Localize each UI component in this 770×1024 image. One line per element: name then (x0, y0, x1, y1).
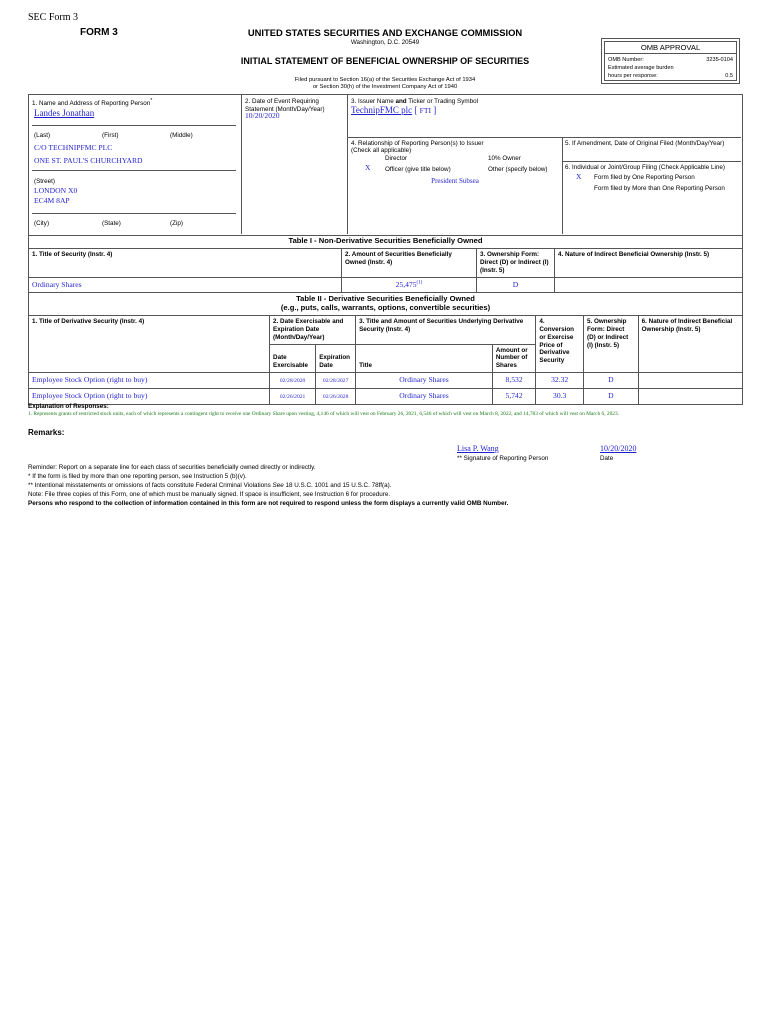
amendment-label: 5. If Amendment, Date of Original Filed (Month/Day/Year) (565, 140, 725, 147)
filed-pursuant-line: Filed pursuant to Section 16(a) of the Securities Exchange Act of 1934 (294, 77, 476, 83)
officer-title: President Subsea (431, 177, 479, 185)
other-label: Other (specify below) (488, 166, 548, 173)
omb-number-value: 3235-0104 (706, 57, 733, 63)
table2-security-title: Employee Stock Option (right to buy) (29, 389, 270, 405)
zip-value: EC4M 8AP (34, 196, 70, 205)
city-value: LONDON X0 (34, 186, 78, 195)
table2-sub-expiration: Expiration Date (316, 344, 356, 373)
table2-expiration-date: 02/26/2028 (316, 389, 356, 405)
table2-expiration-date: 02/28/2027 (316, 373, 356, 389)
table2-title: Table II - Derivative Securities Beneficially Owned (296, 294, 475, 303)
table2-col-underlying: 3. Title and Amount of Securities Underlying Derivative Security (Instr. 4) (356, 316, 536, 345)
note-violations: ** Intentional misstatements or omissions of facts constitute Federal Criminal Violations See 18 U.S.C. 1001 and 15 U.S.C. 78ff(a). (28, 482, 392, 489)
table1-ownership-form: D (477, 277, 555, 292)
signature-name: Lisa P. Wang (457, 444, 499, 453)
table2-underlying-amount: 5,742 (492, 389, 536, 405)
officer-label: Officer (give title below) (385, 166, 451, 173)
omb-approval-box (601, 38, 740, 84)
table2 (28, 315, 743, 405)
filed-by-more-label: Form filed by More than One Reporting Person (594, 185, 725, 192)
street-label: (Street) (34, 178, 55, 185)
table2-col-form: 5. Ownership Form: Direct (D) or Indirect (I) (Instr. 5) (583, 316, 638, 373)
table1-title: Table I - Non-Derivative Securities Beneficially Owned (288, 236, 483, 245)
table2-exercise-price: 32.32 (536, 373, 584, 389)
table2-ownership-form: D (583, 389, 638, 405)
table1-col-amount: 2. Amount of Securities Beneficially Owned (Instr. 4) (342, 249, 477, 278)
filed-section-line: or Section 30(h) of the Investment Company Act of 1940 (312, 84, 458, 90)
reminder-note: Reminder: Report on a separate line for each class of securities beneficially owned directly or indirectly. (28, 464, 316, 471)
omb-number-label: OMB Number: (608, 57, 644, 63)
issuer-ticker: FTI (419, 106, 432, 115)
officer-check-mark[interactable]: X (365, 163, 371, 172)
reporting-person-label: 1. Name and Address of Reporting Person* (32, 98, 153, 108)
table2-col-nature: 6. Nature of Indirect Beneficial Ownership (Instr. 5) (638, 316, 742, 373)
table2-date-exercisable: 02/28/2020 (270, 373, 316, 389)
table1-title-bar (28, 234, 743, 249)
event-date-value: 10/20/2020 (245, 111, 280, 120)
issuer-label: 3. Issuer Name and Ticker or Trading Symbol (351, 98, 479, 105)
sec-form-label: SEC Form 3 (28, 12, 79, 23)
relationship-label: 4. Relationship of Reporting Person(s) to Issuer (351, 140, 484, 147)
table2-sub-exercisable: Date Exercisable (270, 344, 316, 373)
middle-name-label: (Middle) (170, 132, 193, 139)
state-label: (State) (102, 220, 121, 227)
table1 (28, 248, 743, 293)
table2-underlying-title: Ordinary Shares (356, 373, 493, 389)
table2-nature (638, 373, 742, 389)
table2-col-price: 4. Conversion or Exercise Price of Derivative Security (536, 316, 584, 373)
explanation-label: Explanation of Responses: (28, 403, 109, 410)
issuer-name-line: TechnipFMC plc [ FTI ] (351, 105, 437, 115)
ten-percent-owner-label: 10% Owner (488, 155, 521, 162)
commission-address: Washington, D.C. 20549 (350, 39, 420, 46)
last-name-label: (Last) (34, 132, 51, 139)
omb-hours-label: hours per response: (608, 73, 658, 79)
note-omb-valid: Persons who respond to the collection of information contained in this form are not required to respond unless the form displays a currently valid OMB Number. (28, 500, 509, 507)
table2-security-title: Employee Stock Option (right to buy) (29, 373, 270, 389)
event-date-label: 2. Date of Event Requiring Statement (Month/Day/Year) (245, 98, 325, 113)
filed-by-one-label: Form filed by One Reporting Person (594, 174, 695, 181)
table2-ownership-form: D (583, 373, 638, 389)
relationship-sub-label: (Check all applicable) (351, 147, 412, 154)
filing-type-label: 6. Individual or Joint/Group Filing (Check Applicable Line) (565, 164, 725, 171)
table2-sub-title: Title (356, 344, 493, 373)
omb-hours-value: 0.5 (725, 73, 733, 79)
table2-title-bar (28, 291, 743, 316)
table2-underlying-title: Ordinary Shares (356, 389, 493, 405)
address-line-2: ONE ST. PAUL'S CHURCHYARD (34, 156, 143, 165)
table2-col-dates: 2. Date Exercisable and Expiration Date (Month/Day/Year) (270, 316, 356, 345)
reporting-person-name[interactable]: Landes Jonathan (34, 108, 95, 118)
note-copies: Note: File three copies of this Form, one of which must be manually signed. If space is insufficient, see Instruction 6 for procedure. (28, 491, 391, 498)
filing-one-check-mark[interactable]: X (576, 172, 582, 181)
table2-subtitle: (e.g., puts, calls, warrants, options, convertible securities) (280, 303, 491, 312)
table1-nature (555, 277, 743, 292)
director-label: Director (385, 155, 408, 162)
table2-col-title: 1. Title of Derivative Security (Instr. 4) (29, 316, 270, 373)
zip-label: (Zip) (170, 220, 183, 227)
table1-col-title: 1. Title of Security (Instr. 4) (29, 249, 342, 278)
issuer-name-link[interactable]: TechnipFMC plc (351, 105, 413, 115)
note-multiple-persons: * If the form is filed by more than one reporting person, see Instruction 5 (b)(v). (28, 473, 247, 480)
address-line-1: C/O TECHNIPFMC PLC (34, 143, 113, 152)
table1-security-title: Ordinary Shares (29, 277, 342, 292)
table-row (29, 277, 743, 292)
table1-col-nature: 4. Nature of Indirect Beneficial Ownership (Instr. 5) (555, 249, 743, 278)
table-row (29, 373, 743, 389)
signature-date-label: Date (600, 455, 614, 462)
table1-col-form: 3. Ownership Form: Direct (D) or Indirect (I) (Instr. 5) (477, 249, 555, 278)
table2-sub-amount: Amount or Number of Shares (492, 344, 536, 373)
commission-title: UNITED STATES SECURITIES AND EXCHANGE COMMISSION (247, 27, 523, 38)
signature-label: ** Signature of Reporting Person (457, 455, 549, 462)
omb-title: OMB APPROVAL (605, 42, 736, 54)
footnote-ref[interactable]: (1) (416, 280, 423, 286)
signature-date: 10/20/2020 (600, 444, 637, 453)
table-row (29, 389, 743, 405)
table2-underlying-amount: 8,532 (492, 373, 536, 389)
first-name-label: (First) (102, 132, 119, 139)
page-title: INITIAL STATEMENT OF BENEFICIAL OWNERSHIP OF SECURITIES (240, 56, 530, 66)
city-label: (City) (34, 220, 50, 227)
form-label: FORM 3 (80, 27, 118, 38)
remarks-label: Remarks: (28, 428, 65, 437)
table1-amount: 25,475$^{(1)}$ (342, 277, 477, 292)
table2-nature (638, 389, 742, 405)
omb-burden-label: Estimated average burden (608, 65, 674, 71)
footnote-1: 1. Represents grants of restricted stock units, each of which represents a contingent right to receive one Ordinary Share upon vesting, 4,146 of which will vest on February 26, 2021, 6,546 of which will vest on March 8, 2022, and 14,783 of which will vest on March 6, 2023. (28, 411, 620, 417)
table2-exercise-price: 30.3 (536, 389, 584, 405)
table2-date-exercisable: 02/26/2021 (270, 389, 316, 405)
